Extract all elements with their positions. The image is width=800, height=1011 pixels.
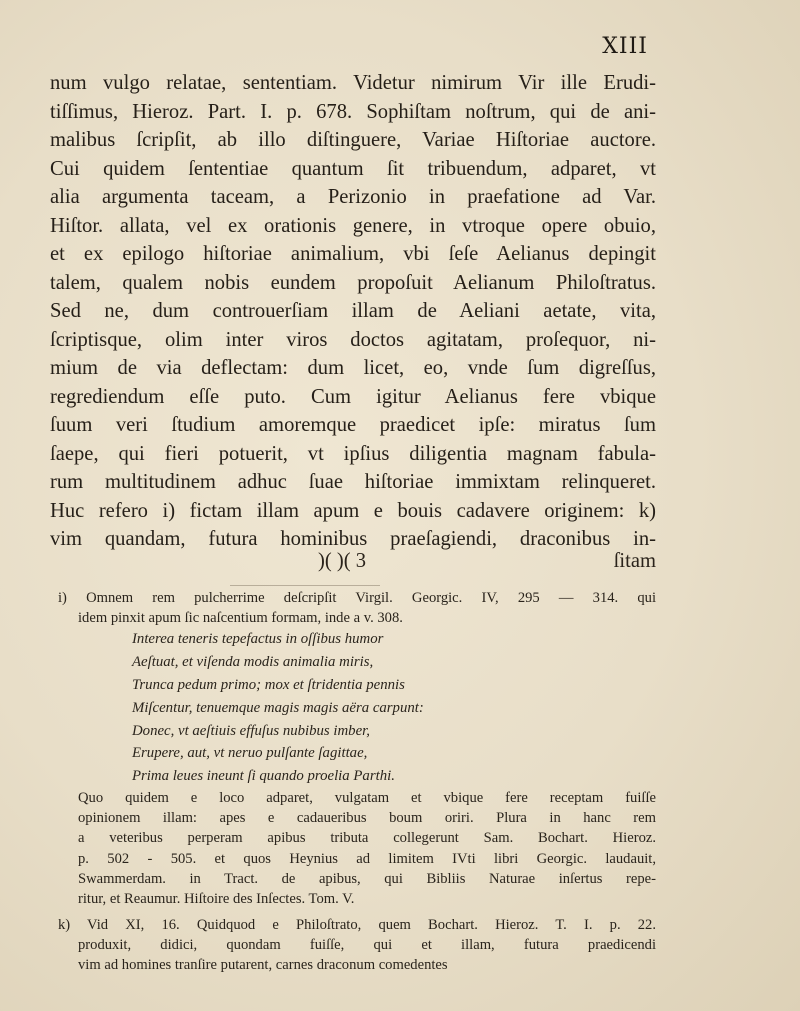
footnote-line: produxit, didici, quondam fuiſſe, qui et illam, futura praedicendi bbox=[78, 937, 656, 954]
footnote-line: ritur, et Reaumur. Hiſtoire des Inſectes. Tom. V. bbox=[78, 890, 355, 907]
text-line: Cui quidem ſententiae quantum ſit tribuendum, adparet, vt bbox=[50, 157, 656, 180]
text-line: vim quandam, futura hominibus praeſagiendi, draconibus in- bbox=[50, 528, 656, 550]
footnote-line: k) Vid XI, 16. Quidquod e Philoſtrato, quem Bochart. Hieroz. T. I. p. 22. bbox=[58, 917, 656, 934]
footnote-k bbox=[58, 915, 656, 976]
verse-line: Miſcentur, tenuemque magis magis aëra carpunt: bbox=[132, 699, 424, 716]
text-line: Huc refero i) fictam illam apum e bouis cadavere originem: k) bbox=[50, 499, 656, 522]
text-line: tiſſimus, Hieroz. Part. I. p. 678. Sophiſtam noſtrum, qui de ani- bbox=[50, 100, 656, 123]
verse-line: Interea teneris tepefactus in oſſibus humor bbox=[132, 631, 384, 648]
text-line: talem, qualem nobis eundem propoſuit Aelianum Philoſtratus. bbox=[50, 271, 656, 294]
footnote-line: Swammerdam. in Tract. de apibus, qui Bibliis Naturae inſertus repe- bbox=[78, 870, 656, 887]
footnote-line: vim ad homines tranſire putarent, carnes draconum comedentes bbox=[78, 957, 448, 974]
signature-row bbox=[50, 550, 656, 580]
text-line: ſcriptisque, olim inter viros doctos agitatam, proſequor, ni- bbox=[50, 328, 656, 351]
verse-line: Prima leues ineunt ſi quando proelia Parthi. bbox=[132, 768, 395, 785]
main-text bbox=[50, 69, 656, 554]
footnote-line: idem pinxit apum ſic naſcentium formam, inde a v. 308. bbox=[78, 610, 403, 627]
footnote-line: opinionem illam: apes e cadaueribus boum oriri. Plura in hanc rem bbox=[78, 810, 656, 827]
text-line: alia argumenta taceam, a Perizonio in praefatione ad Var. bbox=[50, 186, 656, 208]
footnote-i bbox=[58, 588, 656, 909]
text-line: Hiſtor. allata, vel ex orationis genere, in vtroque opere obuio, bbox=[50, 214, 656, 237]
footnote-line: a veteribus perperam apibus tributa collegerunt Sam. Bochart. Hieroz. bbox=[78, 830, 656, 847]
catchword: ſitam bbox=[613, 550, 656, 572]
footnote-line: p. 502 - 505. et quos Heynius ad limitem IVti libri Georgic. laudauit, bbox=[78, 850, 656, 867]
verse-line: Trunca pedum primo; mox et ſtridentia pennis bbox=[132, 676, 405, 693]
signature-mark: )( )( 3 bbox=[318, 550, 367, 572]
text-line: num vulgo relatae, sententiam. Videtur nimirum Vir ille Erudi- bbox=[50, 72, 656, 94]
text-line: Sed ne, dum controuerſiam illam de Aeliani aetate, vita, bbox=[50, 300, 656, 322]
verse-line: Aeſtuat, et viſenda modis animalia miris, bbox=[132, 654, 374, 671]
footnote-divider bbox=[230, 585, 380, 586]
page-number: XIII bbox=[602, 34, 648, 59]
text-line: et ex epilogo hiſtoriae animalium, vbi ſeſe Aelianus depingit bbox=[50, 243, 656, 265]
text-line: mium de via deflectam: dum licet, eo, vnde ſum digreſſus, bbox=[50, 357, 656, 379]
footnotes bbox=[58, 588, 656, 976]
text-line: ſuum veri ſtudium amoremque praedicet ipſe: miratus ſum bbox=[50, 414, 656, 436]
footnote-line: i) Omnem rem pulcherrime deſcripſit Virgil. Georgic. IV, 295 — 314. qui bbox=[58, 590, 656, 606]
text-line: ſaepe, qui fieri potuerit, vt ipſius diligentia magnam fabula- bbox=[50, 442, 656, 465]
footnote-line: Quo quidem e loco adparet, vulgatam et vbique fere receptam fuiſſe bbox=[78, 789, 656, 806]
verse-line: Donec, vt aeſtiuis effuſus nubibus imber, bbox=[132, 722, 370, 739]
text-line: malibus ſcripſit, ab illo diſtinguere, Variae Hiſtoriae auctore. bbox=[50, 129, 656, 151]
verse-line: Erupere, aut, vt neruo pulſante ſagittae, bbox=[132, 745, 368, 762]
text-line: regrediendum eſſe puto. Cum igitur Aelianus fere vbique bbox=[50, 385, 656, 408]
text-line: rum multitudinem adhuc ſuae hiſtoriae immixtam relinqueret. bbox=[50, 471, 656, 493]
